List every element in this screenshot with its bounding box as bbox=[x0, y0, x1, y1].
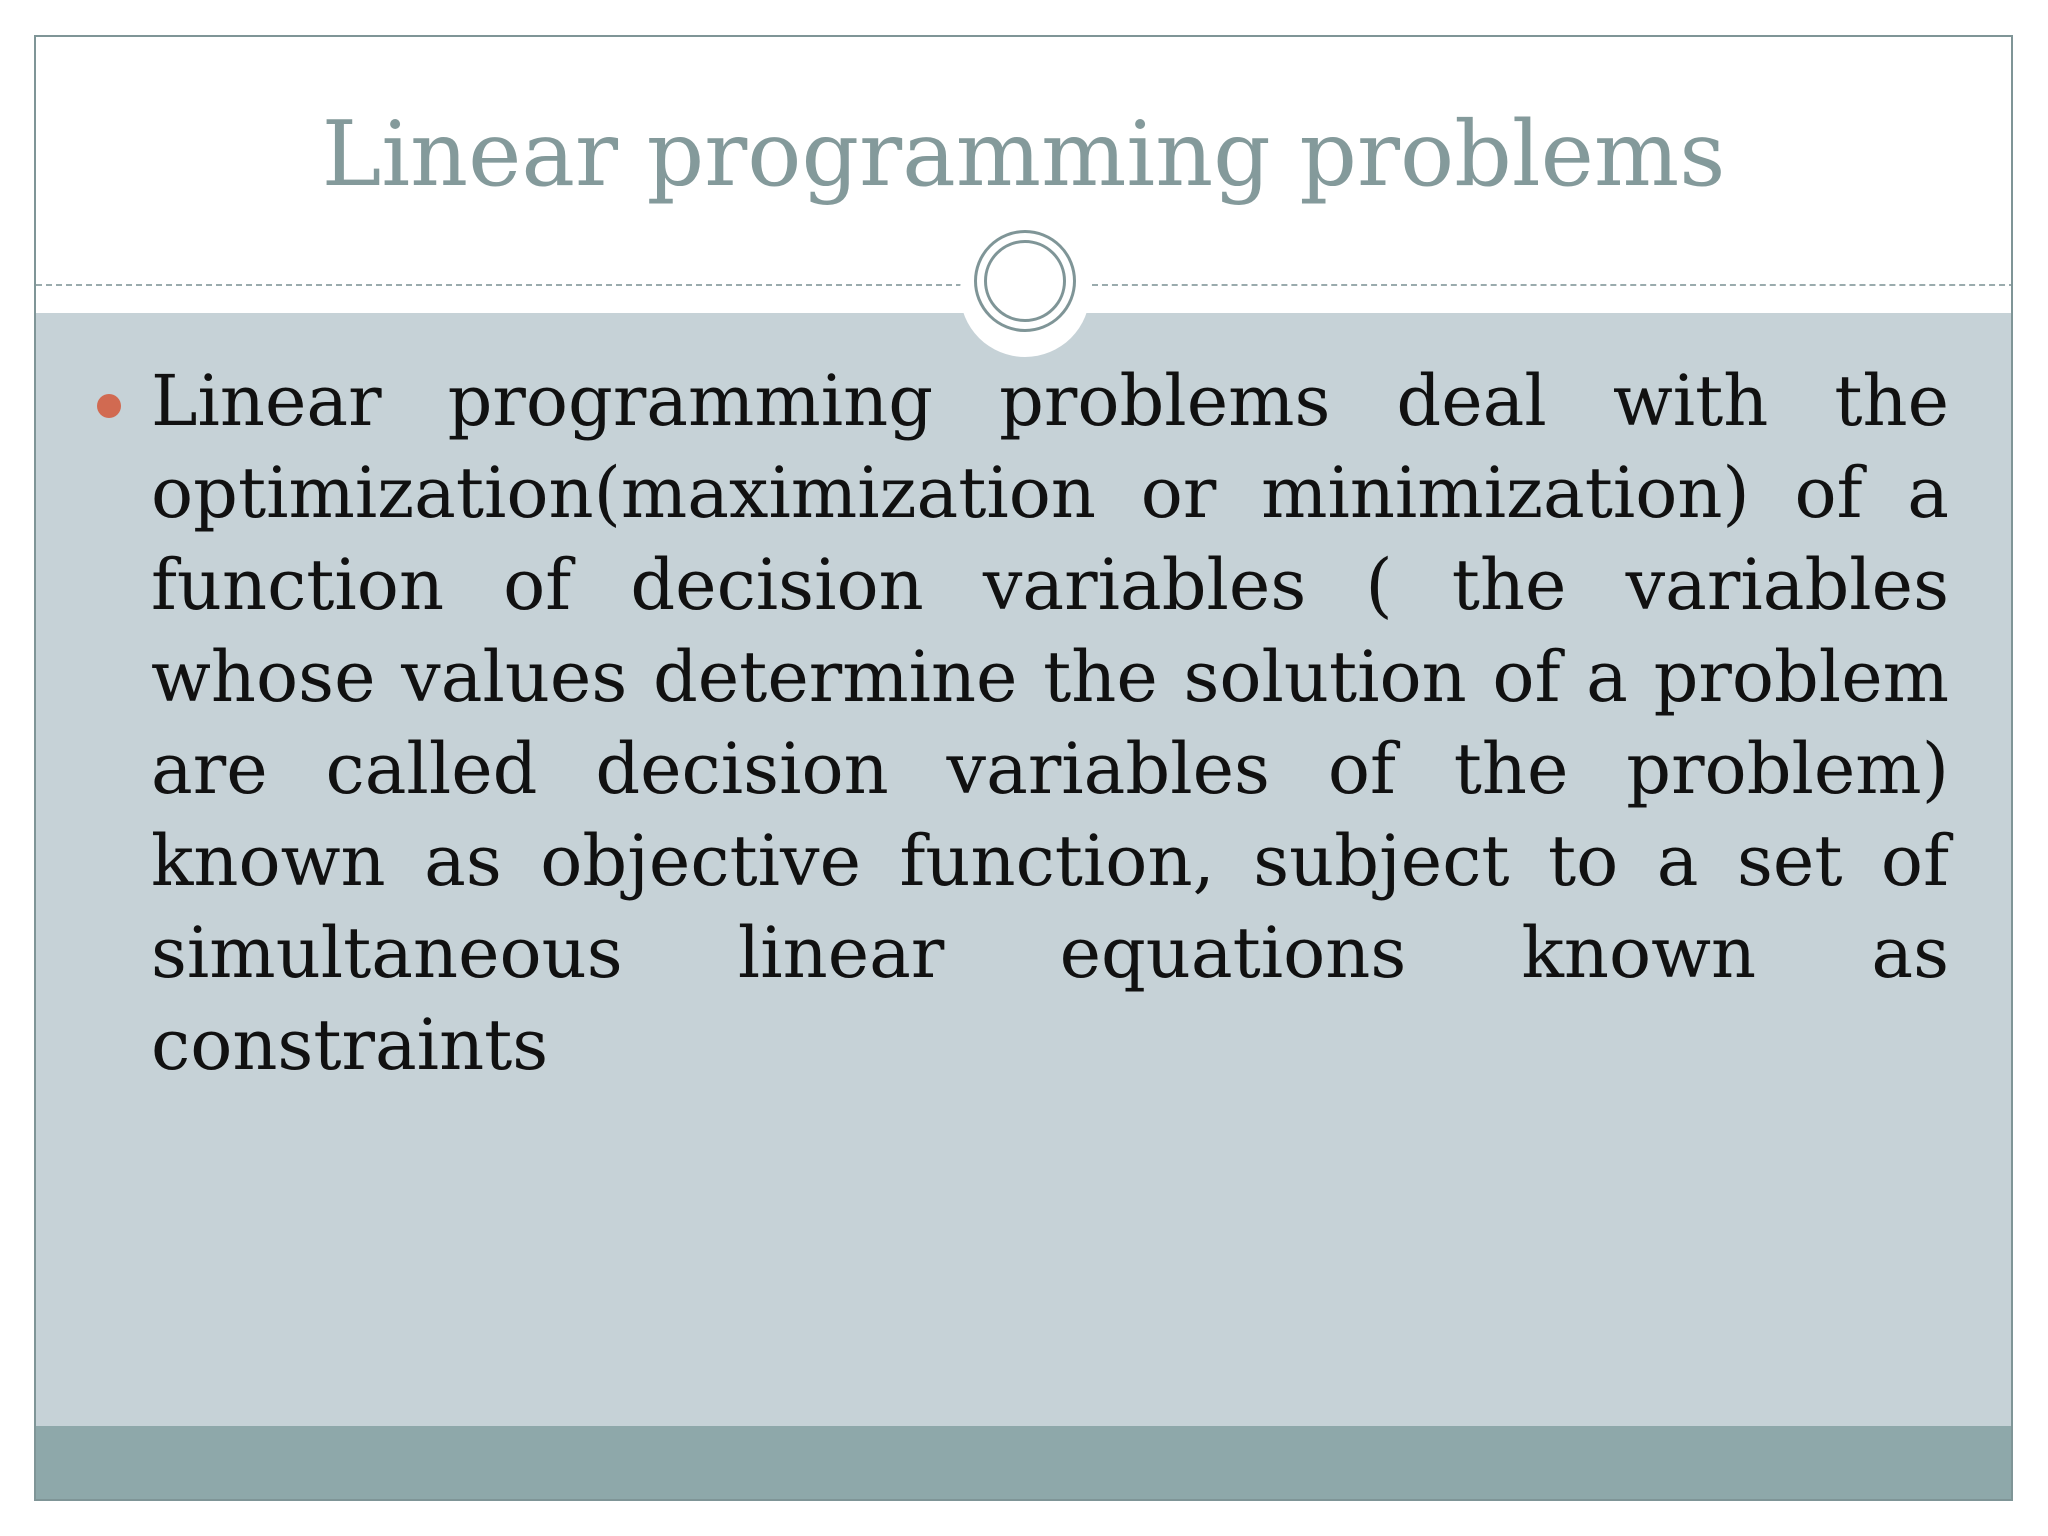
double-ring-icon bbox=[974, 230, 1076, 332]
inner-ring bbox=[984, 240, 1066, 322]
bullet-text: Linear programming problems deal with the optimization(maximization or minimization) of a function of decision variables ( the variables whose values determine the solution of a problem are called decision variables of the problem) known as objective function, subject to a set of simultaneous linear equations known as constraints bbox=[151, 360, 1949, 1086]
footer-bar bbox=[36, 1426, 2011, 1499]
bullet-dot-icon bbox=[97, 394, 121, 418]
slide bbox=[34, 35, 2013, 1501]
title-divider-right bbox=[1092, 284, 2013, 286]
slide-title: Linear programming problems bbox=[321, 102, 1726, 207]
title-divider-left bbox=[36, 284, 962, 286]
